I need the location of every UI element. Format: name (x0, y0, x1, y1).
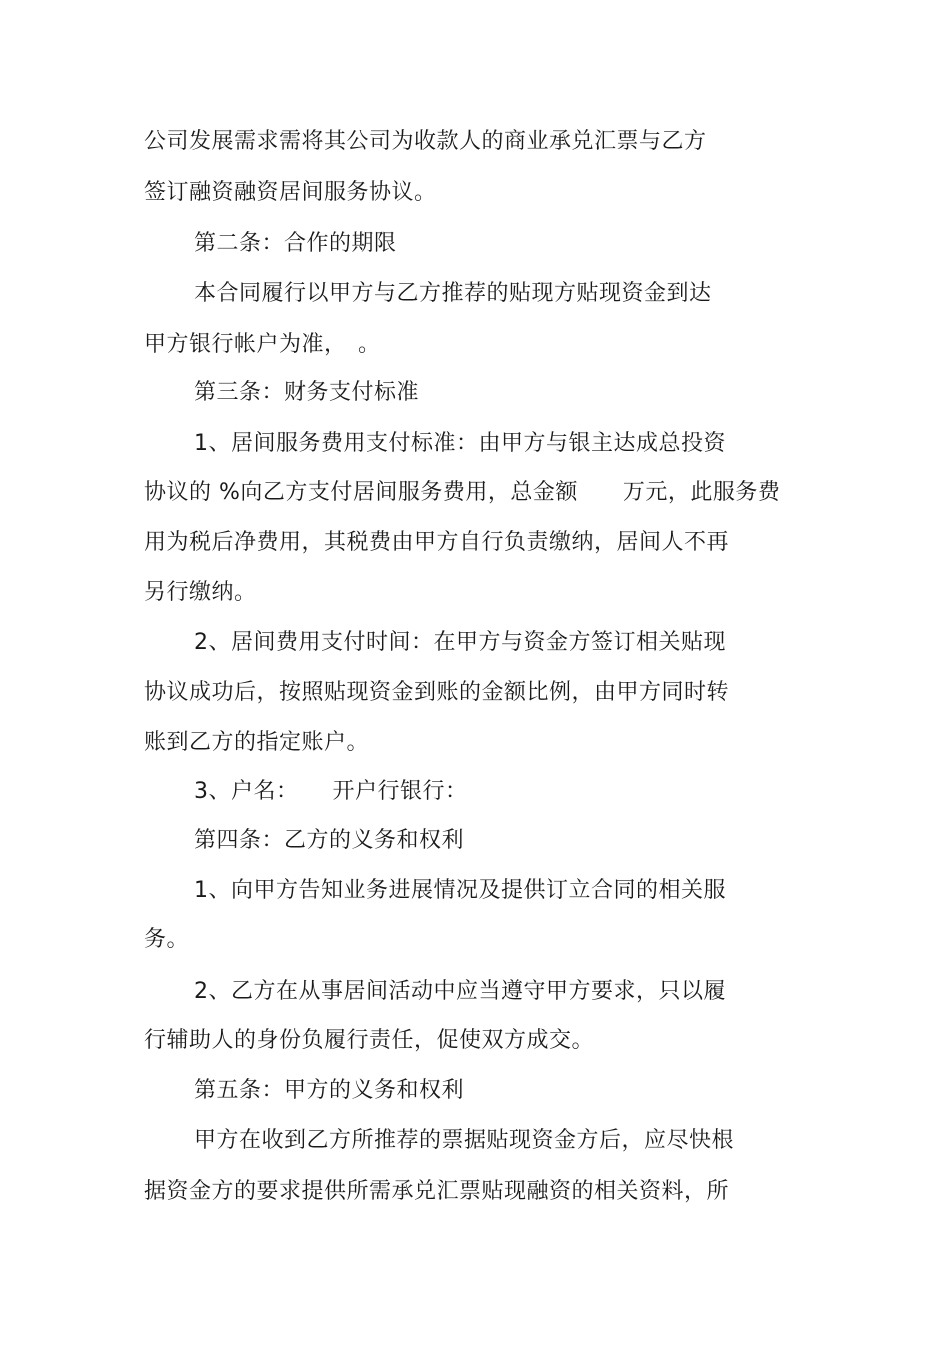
text-line: 据资金方的要求提供所需承兑汇票贴现融资的相关资料，所 (144, 1179, 730, 1204)
text-line: 3、户名： 开户行银行： (194, 779, 468, 804)
text-line: 2、乙方在从事居间活动中应当遵守甲方要求，只以履 (194, 979, 726, 1004)
section-heading: 第三条：财务支付标准 (194, 380, 420, 405)
text-line: 签订融资融资居间服务协议。 (144, 180, 437, 205)
text-line: 1、居间服务费用支付标准：由甲方与银主达成总投资 (194, 431, 726, 456)
text-line: 协议的 %向乙方支付居间服务费用，总金额 万元，此服务费 (144, 480, 781, 505)
text-line: 本合同履行以甲方与乙方推荐的贴现方贴现资金到达 (194, 281, 712, 306)
text-line: 另行缴纳。 (144, 580, 257, 605)
text-line: 甲方银行帐户为准， 。 (144, 332, 381, 357)
text-line: 公司发展需求需将其公司为收款人的商业承兑汇票与乙方 (144, 129, 707, 154)
section-heading: 第二条：合作的期限 (194, 231, 397, 256)
text-line: 甲方在收到乙方所推荐的票据贴现资金方后，应尽快根 (194, 1128, 735, 1153)
section-heading: 第四条：乙方的义务和权利 (194, 828, 465, 853)
text-line: 用为税后净费用，其税费由甲方自行负责缴纳，居间人不再 (144, 530, 730, 555)
text-line: 协议成功后，按照贴现资金到账的金额比例，由甲方同时转 (144, 680, 730, 705)
text-line: 1、向甲方告知业务进展情况及提供订立合同的相关服 (194, 878, 726, 903)
section-heading: 第五条：甲方的义务和权利 (194, 1078, 465, 1103)
text-line: 2、居间费用支付时间：在甲方与资金方签订相关贴现 (194, 630, 726, 655)
text-line: 行辅助人的身份负履行责任，促使双方成交。 (144, 1028, 595, 1053)
text-line: 务。 (144, 927, 190, 952)
text-line: 账到乙方的指定账户。 (144, 730, 370, 755)
